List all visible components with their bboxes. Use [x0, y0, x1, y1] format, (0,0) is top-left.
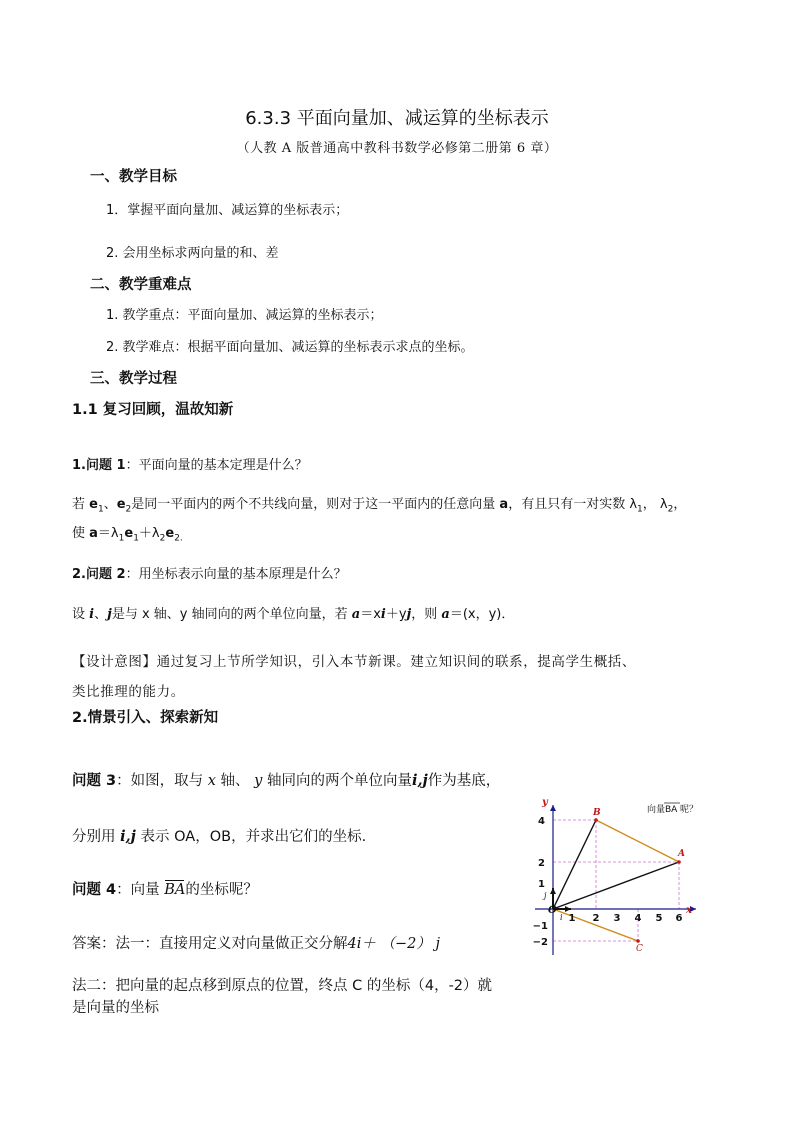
question-1-text: ：平面向量的基本定理是什么？ — [125, 458, 308, 473]
vector-ba — [164, 882, 185, 898]
question-4-text: 的坐标呢？ — [185, 882, 258, 898]
definition-text: ＝(x，y)． — [449, 607, 515, 622]
vector-j: j — [107, 607, 112, 622]
definition-text: 、 — [94, 607, 108, 622]
vector-j: j — [406, 607, 412, 622]
subscript: 2 — [667, 504, 674, 515]
question-3-text: 轴、 — [215, 773, 255, 789]
vector-e2: e — [116, 497, 126, 512]
question-3-text: 分别用 — [72, 829, 121, 845]
vector-arrow-bar — [165, 880, 184, 881]
point-a-dot — [677, 860, 681, 864]
section-objectives-heading: 一、教学目标 — [90, 169, 177, 185]
question-4-label: 问题 4 — [72, 882, 117, 898]
origin-label: O — [548, 905, 557, 916]
theorem-text: 、 — [103, 497, 117, 512]
question-1 — [72, 454, 308, 473]
x-tick-4: 4 — [634, 913, 642, 924]
subscript: 1 — [637, 504, 643, 515]
figure-note-tail: 呢？ — [680, 805, 699, 815]
point-c-label: C — [636, 944, 643, 954]
theorem-text: 使 — [72, 526, 90, 541]
x-axis-label: x — [686, 905, 692, 916]
page-title: 6.3.3 平面向量加、减运算的坐标表示 — [245, 108, 549, 129]
answer-line-2: 法二：把向量的起点移到原点的位置，终点 C 的坐标（4，-2）就 — [72, 978, 493, 994]
section-key-points-heading: 二、教学重难点 — [90, 277, 192, 293]
vector-ba-text: BA — [164, 882, 186, 898]
subscript: 1 — [97, 504, 104, 515]
theorem-line-1 — [72, 493, 686, 515]
subscript: 2 — [159, 533, 166, 544]
theorem-text: 是同一平面内的两个不共线向量，则对于这一平面内的任意向量 — [131, 497, 500, 512]
answer-line-3: 是向量的坐标 — [72, 1000, 159, 1016]
question-3-label: 问题 3 — [72, 773, 117, 789]
key-point-item-1: 1. 教学重点：平面向量加、减运算的坐标表示； — [106, 308, 383, 323]
key-point-item-2: 2. 教学难点：根据平面向量加、减运算的坐标表示求点的坐标。 — [106, 340, 474, 355]
subsection-review-heading: 1.1 复习回顾，温故知新 — [72, 402, 234, 418]
figure-note-vector: BA — [665, 805, 678, 815]
x-tick-6: 6 — [675, 913, 683, 924]
vector-e1: e — [89, 497, 98, 512]
question-4-text: ：向量 — [116, 882, 165, 898]
vector-a: a — [89, 526, 98, 541]
theorem-text: ＝λ — [97, 526, 119, 541]
x-tick-2: 2 — [592, 913, 600, 924]
j-label: j — [544, 891, 547, 900]
axis-x-text: x — [207, 773, 216, 789]
question-2 — [72, 563, 347, 582]
subsection-explore-heading: 2.情景引入、探索新知 — [72, 710, 219, 726]
vector-i: i — [380, 607, 386, 622]
subscript: 2. — [174, 533, 183, 544]
theorem-text: ＋λ — [138, 526, 160, 541]
figure-note-text: 向量 — [647, 805, 666, 815]
objective-item-2: 2. 会用坐标求两向量的和、差 — [106, 246, 279, 261]
vector-e2: e — [165, 526, 175, 541]
vector-a: a — [441, 607, 450, 622]
point-a-label: A — [678, 849, 685, 859]
section-process-heading: 三、教学过程 — [90, 371, 177, 387]
y-tick-neg1: −1 — [532, 921, 548, 932]
question-2-text: ：用坐标表示向量的基本原理是什么？ — [125, 567, 347, 582]
question-2-label: 2.问题 2 — [72, 567, 126, 582]
objective-item-1: 1．掌握平面向量加、减运算的坐标表示； — [106, 203, 349, 218]
point-b-dot — [594, 818, 598, 822]
answer-text: 答案：法一：直接用定义对向量做正交分解 — [72, 936, 348, 952]
answer-line-1 — [72, 932, 440, 953]
design-intent-line-2: 类比推理的能力。 — [72, 684, 185, 700]
vector-i: i — [89, 607, 95, 622]
question-3-text: 作为基底， — [427, 773, 501, 789]
theorem-text: 若 — [72, 497, 90, 512]
question-1-label: 1.问题 1 — [72, 458, 126, 473]
theorem-text: ， λ — [642, 497, 668, 512]
axis-y-text: y — [254, 773, 263, 789]
subscript: 1 — [118, 533, 125, 544]
definition-text: ＋y — [385, 607, 407, 622]
theorem-text: ， — [673, 497, 687, 512]
y-tick-4: 4 — [538, 816, 545, 827]
answer-expression: 4i＋ （−2） j — [347, 936, 440, 952]
coordinate-figure — [528, 795, 708, 965]
vector-a: a — [499, 497, 509, 512]
point-b-label: B — [593, 808, 601, 818]
definition-text: 设 — [72, 607, 90, 622]
question-3-line-2 — [72, 825, 366, 846]
point-c-dot — [636, 939, 640, 943]
coordinate-definition — [72, 603, 514, 622]
definition-text: ＝x — [360, 607, 381, 622]
definition-text: 是与 x 轴、y 轴同向的两个单位向量，若 — [111, 607, 352, 622]
question-3-text: ：如图，取与 — [116, 773, 208, 789]
y-tick-1: 1 — [538, 879, 545, 890]
definition-text: ，则 — [411, 607, 442, 622]
page-subtitle: （人教 A 版普通高中教科书数学必修第二册第 6 章） — [236, 141, 558, 156]
y-tick-neg2: −2 — [532, 937, 548, 948]
basis-ij: i,j — [411, 772, 428, 789]
x-tick-1: 1 — [568, 913, 576, 924]
x-tick-5: 5 — [655, 913, 663, 924]
basis-ij: i,j — [120, 828, 136, 845]
design-intent-line-1: 【设计意图】通过复习上节所学知识，引入本节新课。建立知识间的联系，提高学生概括、 — [72, 654, 636, 670]
theorem-text: ，有且只有一对实数 λ — [508, 497, 638, 512]
subscript: 2 — [125, 504, 132, 515]
y-axis-label: y — [542, 797, 548, 808]
segment-ba — [596, 820, 679, 862]
vector-e1: e — [124, 526, 134, 541]
question-3-text: 表示 OA，OB，并求出它们的坐标. — [135, 829, 367, 845]
theorem-line-2 — [72, 522, 183, 544]
subscript: 1 — [133, 533, 139, 544]
question-4 — [72, 878, 258, 899]
y-tick-2: 2 — [538, 858, 545, 869]
x-tick-3: 3 — [613, 913, 621, 924]
i-label: i — [560, 913, 563, 922]
question-3-text: 轴同向的两个单位向量 — [262, 773, 412, 789]
question-3 — [72, 769, 500, 790]
vector-a: a — [351, 607, 361, 622]
